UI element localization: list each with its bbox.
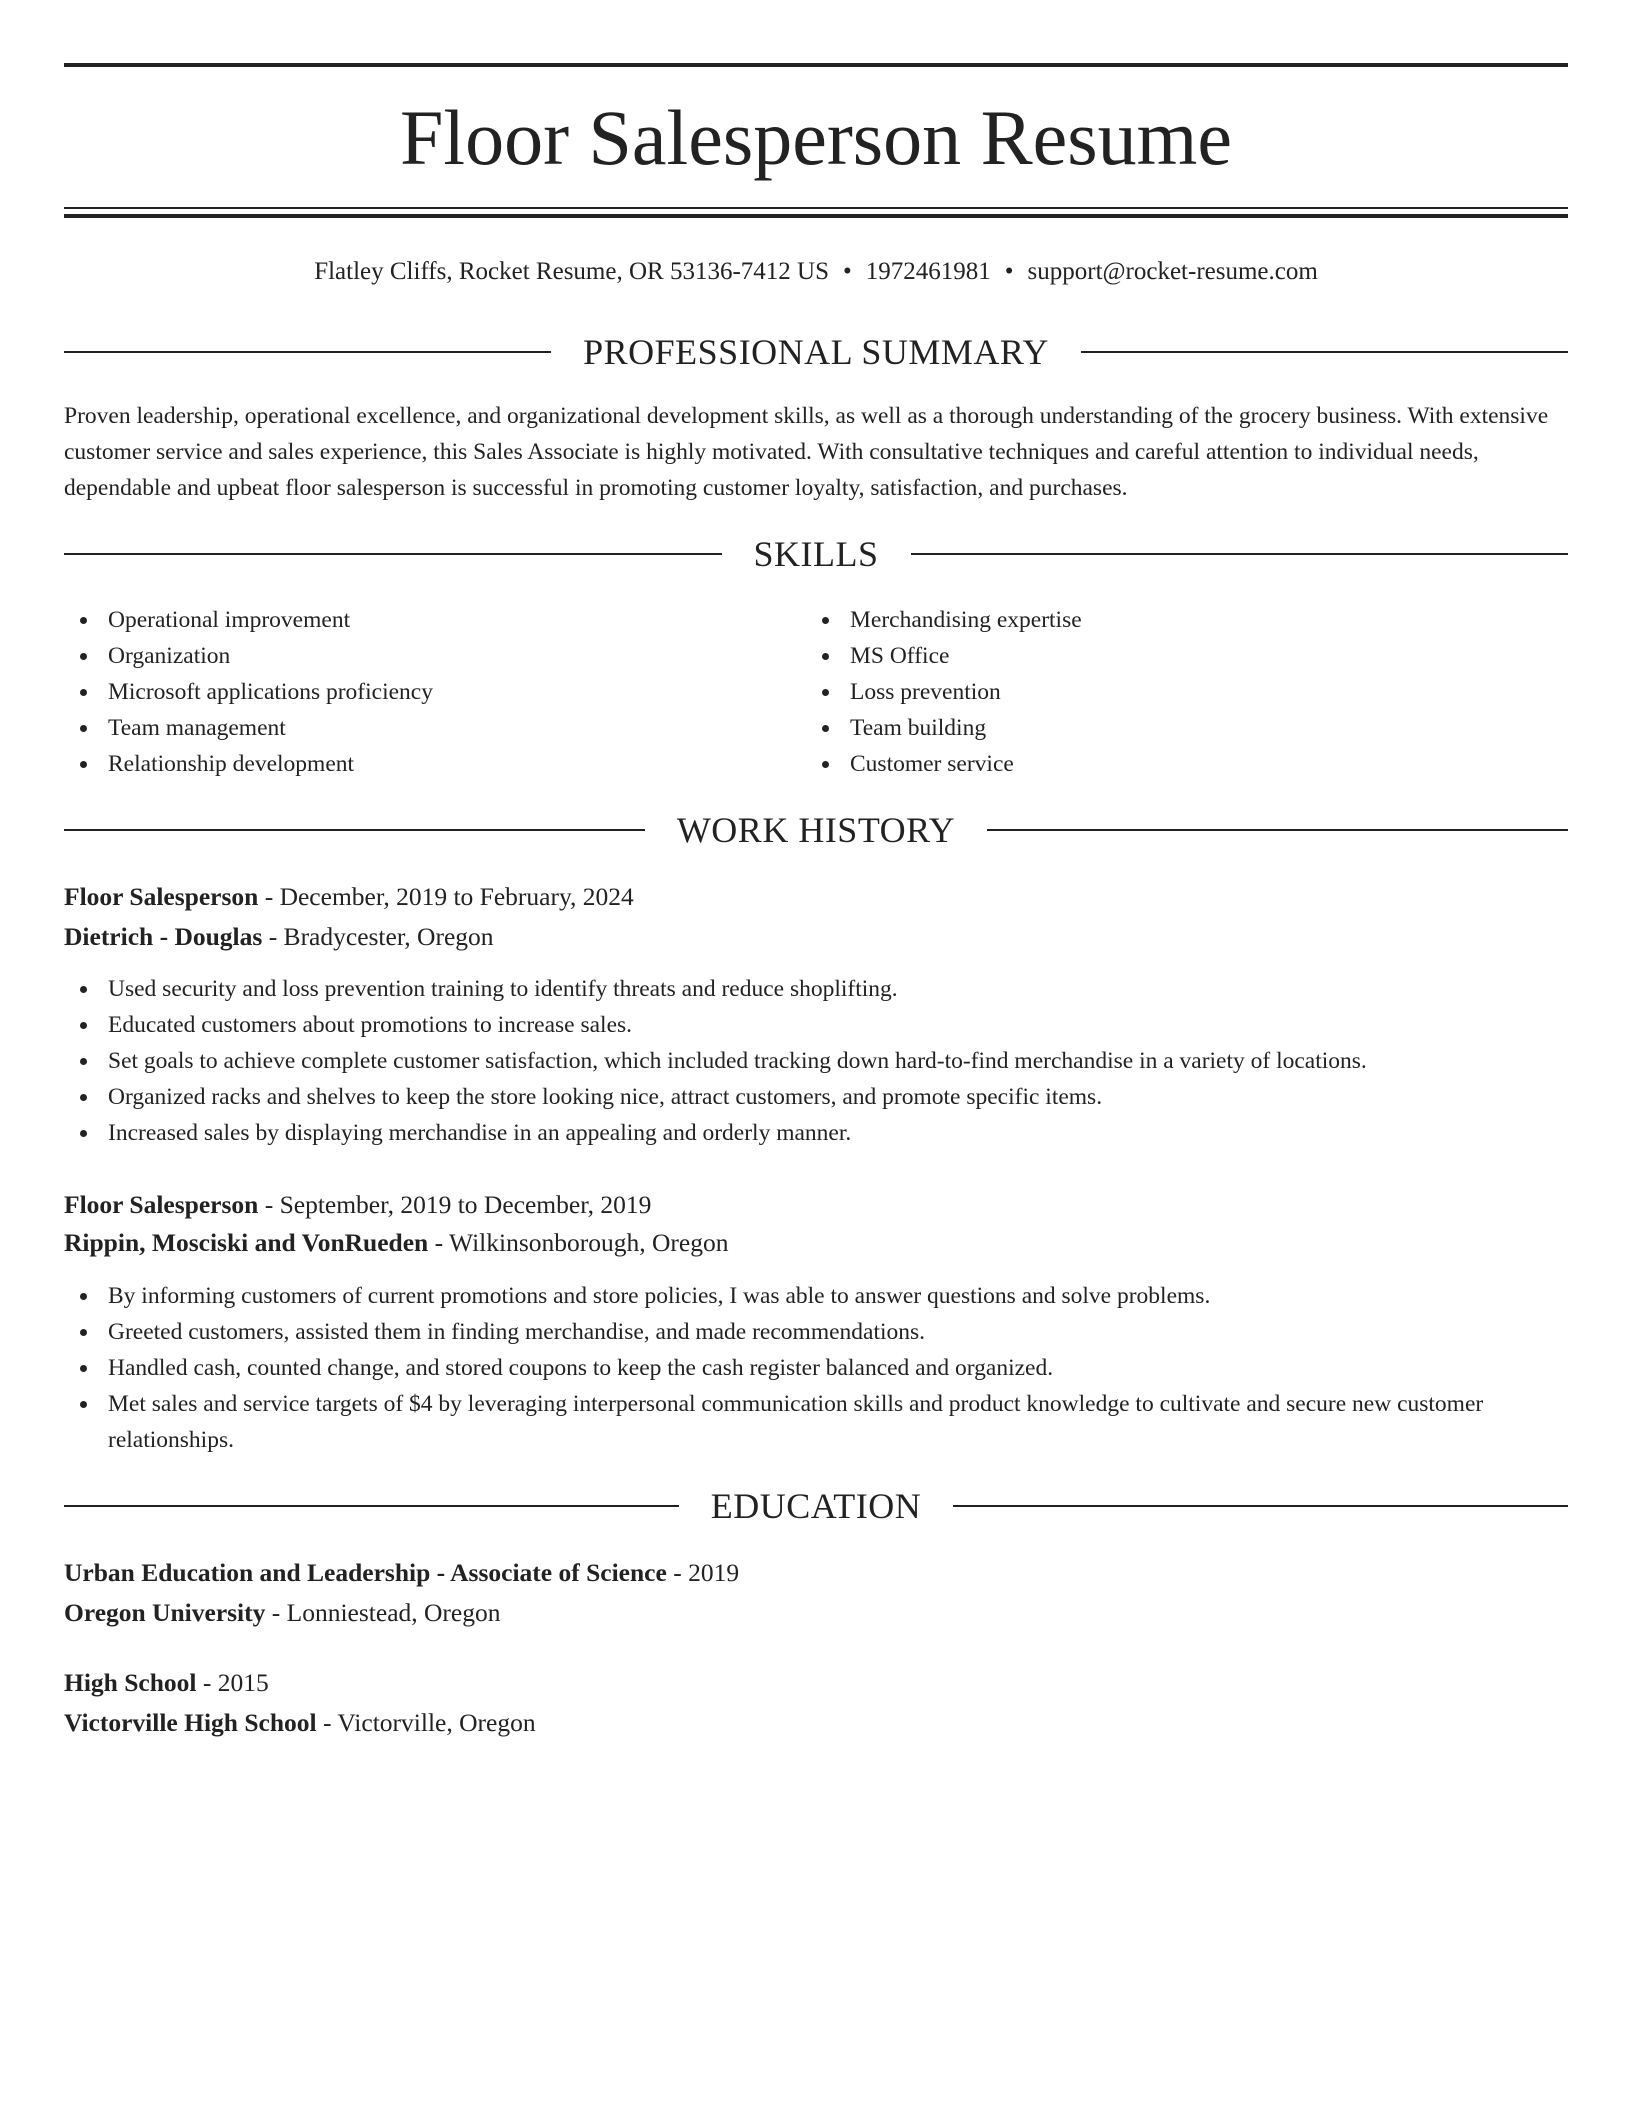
skills-list-right — [806, 602, 1546, 782]
job-location: - Wilkinsonborough, Oregon — [428, 1228, 729, 1257]
job-2-title-line — [64, 1185, 1568, 1225]
skill-item: Microsoft applications proficiency — [64, 674, 804, 710]
job-bullet: Greeted customers, assisted them in finding merchandise, and made recommendations. — [64, 1314, 1568, 1350]
section-header-education — [64, 1481, 1568, 1531]
skill-item: Team management — [64, 710, 804, 746]
job-company: Dietrich - Douglas — [64, 922, 263, 951]
contact-separator: • — [1004, 258, 1014, 285]
edu-1-school-line — [64, 1593, 1568, 1633]
section-title-education: EDUCATION — [710, 1486, 922, 1526]
contact-address: Flatley Cliffs, Rocket Resume, OR 53136-7412 US — [314, 258, 829, 285]
job-bullet: Set goals to achieve complete customer satisfaction, which included tracking down hard-to-find merchandise in a variety of locations. — [64, 1043, 1568, 1079]
section-title-summary: PROFESSIONAL SUMMARY — [583, 332, 1049, 372]
job-1-bullets — [64, 971, 1568, 1151]
edu-2-degree-line — [64, 1663, 1568, 1703]
job-location: - Bradycester, Oregon — [262, 922, 494, 951]
resume-title: Floor Salesperson Resume — [400, 94, 1232, 181]
skill-item: Customer service — [806, 746, 1546, 782]
job-1-title-line — [64, 877, 1568, 917]
section-header-skills — [64, 529, 1568, 579]
edu-degree: High School — [64, 1668, 197, 1697]
job-bullet: Increased sales by displaying merchandise in an appealing and orderly manner. — [64, 1115, 1568, 1151]
section-header-work — [64, 805, 1568, 855]
section-rule-left — [64, 829, 645, 831]
edu-location: - Lonniestead, Oregon — [265, 1598, 501, 1627]
header-rule-thick — [64, 214, 1568, 218]
edu-year: - 2015 — [196, 1668, 269, 1697]
contact-phone: 1972461981 — [865, 258, 991, 285]
skill-item: Team building — [806, 710, 1546, 746]
section-title-skills: SKILLS — [753, 534, 879, 574]
edu-1-degree-line — [64, 1553, 1568, 1593]
section-rule-right — [1081, 351, 1568, 353]
skills-list-left — [64, 602, 804, 782]
job-dates: - December, 2019 to February, 2024 — [258, 882, 634, 911]
job-dates: - September, 2019 to December, 2019 — [258, 1190, 652, 1219]
section-header-summary — [64, 327, 1568, 377]
skill-item: Merchandising expertise — [806, 602, 1546, 638]
job-2-company-line — [64, 1223, 1568, 1263]
job-bullet: Handled cash, counted change, and stored coupons to keep the cash register balanced and organized. — [64, 1350, 1568, 1386]
edu-location: - Victorville, Oregon — [316, 1708, 536, 1737]
job-title: Floor Salesperson — [64, 1190, 259, 1219]
job-1-company-line — [64, 917, 1568, 957]
job-bullet: By informing customers of current promotions and store policies, I was able to answer questions and solve problems. — [64, 1278, 1568, 1314]
skill-item: Loss prevention — [806, 674, 1546, 710]
job-bullet: Educated customers about promotions to increase sales. — [64, 1007, 1568, 1043]
job-bullet: Met sales and service targets of $4 by leveraging interpersonal communication skills and product knowledge to cultivate and secure new customer relationships. — [64, 1386, 1568, 1458]
summary-text: Proven leadership, operational excellence, and organizational development skills, as well as a thorough understanding of the grocery business. With extensive customer service and sales experience, this Sales Associate is highly motivated. With consultative techniques and careful attention to individual needs, dependable and upbeat floor salesperson is successful in promoting customer loyalty, satisfaction, and purchases. — [64, 403, 1549, 501]
header-top-rule — [64, 63, 1568, 67]
job-title: Floor Salesperson — [64, 882, 259, 911]
header-rule-thin — [64, 207, 1568, 209]
job-company: Rippin, Mosciski and VonRueden — [64, 1228, 429, 1257]
edu-degree: Urban Education and Leadership - Associate of Science — [64, 1558, 667, 1587]
job-bullet: Organized racks and shelves to keep the store looking nice, attract customers, and promote specific items. — [64, 1079, 1568, 1115]
section-rule-right — [987, 829, 1568, 831]
skill-item: MS Office — [806, 638, 1546, 674]
edu-year: - 2019 — [666, 1558, 740, 1587]
section-rule-left — [64, 553, 722, 555]
job-2-bullets — [64, 1278, 1568, 1458]
contact-email: support@rocket-resume.com — [1027, 258, 1318, 285]
section-rule-left — [64, 351, 551, 353]
section-rule-left — [64, 1505, 679, 1507]
edu-school: Oregon University — [64, 1598, 266, 1627]
skill-item: Relationship development — [64, 746, 804, 782]
contact-line — [64, 254, 1568, 290]
job-bullet: Used security and loss prevention training to identify threats and reduce shoplifting. — [64, 971, 1568, 1007]
edu-2-school-line — [64, 1703, 1568, 1743]
skill-item: Organization — [64, 638, 804, 674]
section-rule-right — [911, 553, 1569, 555]
edu-school: Victorville High School — [64, 1708, 317, 1737]
skill-item: Operational improvement — [64, 602, 804, 638]
section-rule-right — [953, 1505, 1568, 1507]
contact-separator: • — [842, 258, 852, 285]
section-title-work: WORK HISTORY — [676, 810, 956, 850]
